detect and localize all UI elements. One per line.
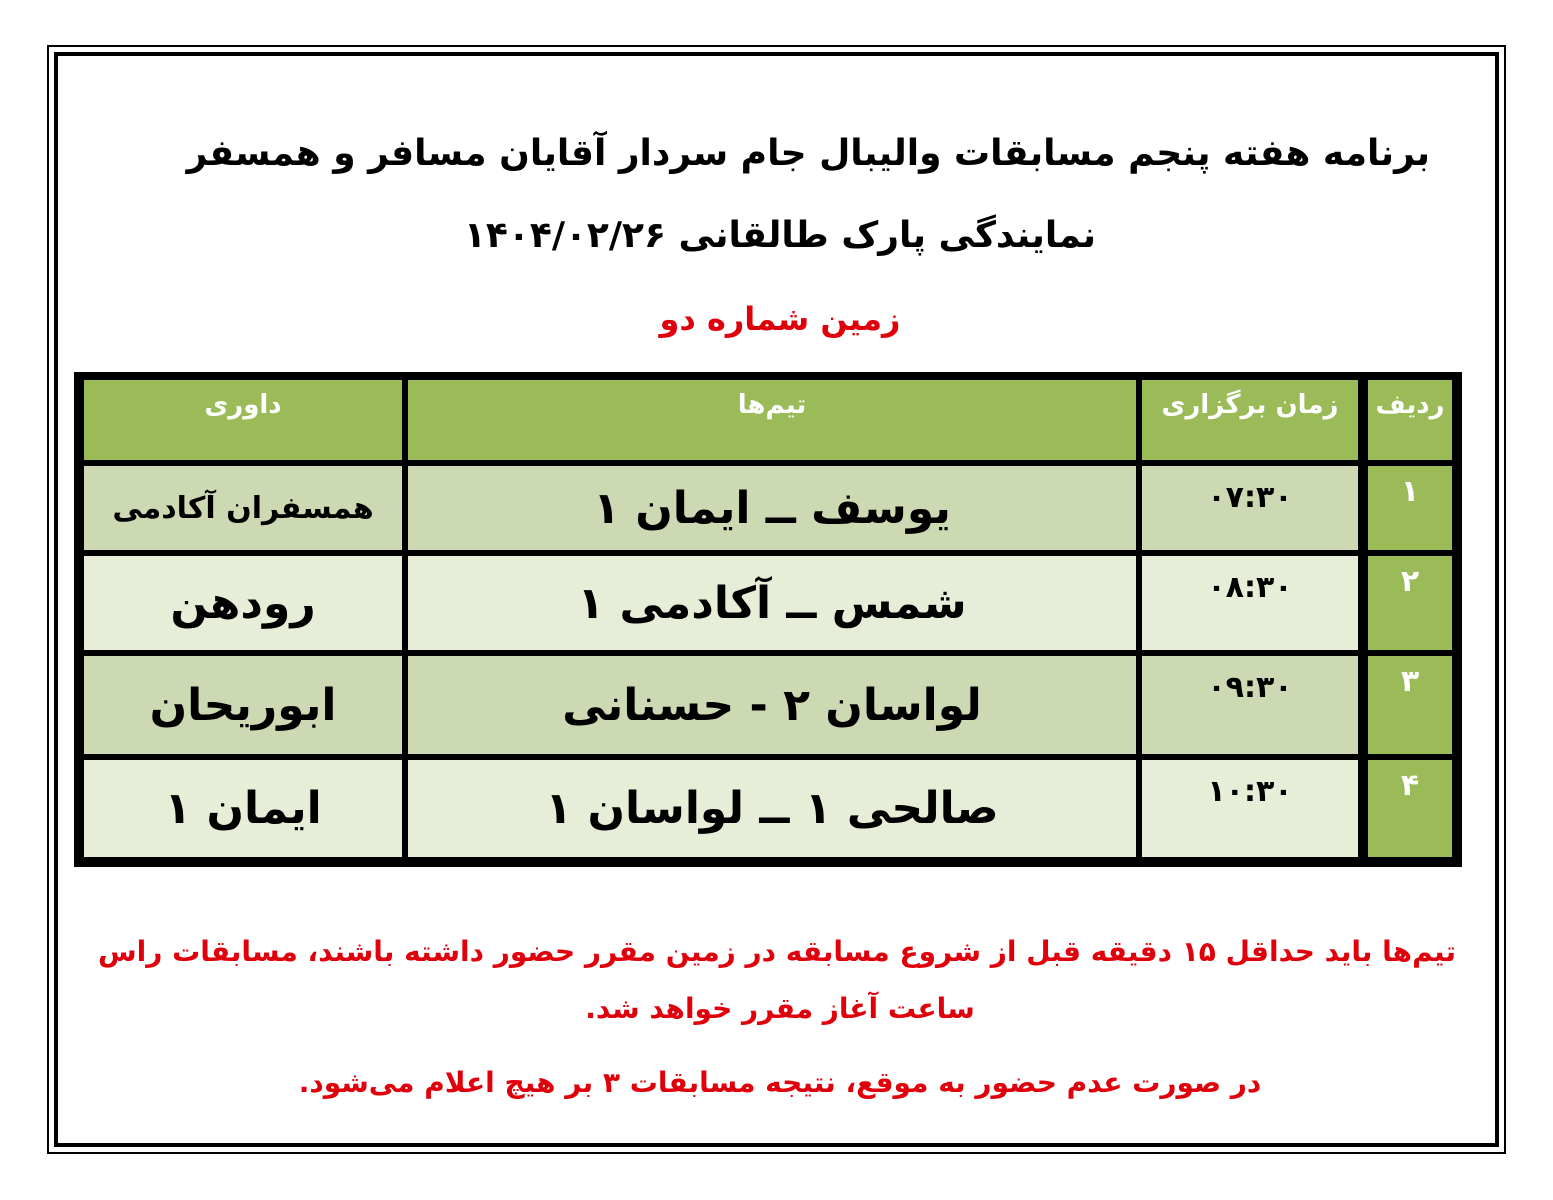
header-teams: تیم‌ها — [408, 380, 1136, 460]
row-referee: همسفران آکادمی — [84, 466, 402, 550]
row-time: ۱۰:۳۰ — [1142, 760, 1358, 857]
row-referee: ایمان ۱ — [84, 760, 402, 857]
row-teams: یوسف ــ ایمان ۱ — [408, 466, 1136, 550]
row-time: ۰۸:۳۰ — [1142, 556, 1358, 650]
row-number: ۴ — [1368, 760, 1452, 857]
row-referee: ابوریحان — [84, 656, 402, 754]
field-label: زمین شماره دو — [659, 300, 901, 338]
row-teams: شمس ــ آکادمی ۱ — [408, 556, 1136, 650]
header-time: زمان برگزاری — [1142, 380, 1358, 460]
row-time: ۰۷:۳۰ — [1142, 466, 1358, 550]
row-number: ۱ — [1368, 466, 1452, 550]
row-time: ۰۹:۳۰ — [1142, 656, 1358, 754]
header-referee: داوری — [84, 380, 402, 460]
header-row-number: ردیف — [1368, 380, 1452, 460]
notice-line-2: ساعت آغاز مقرر خواهد شد. — [585, 992, 975, 1025]
row-number: ۲ — [1368, 556, 1452, 650]
page-subtitle-date: نمایندگی پارک طالقانی ۱۴۰۴/۰۲/۲۶ — [463, 215, 1097, 256]
notice-line-1: تیم‌ها باید حداقل ۱۵ دقیقه قبل از شروع مسابقه در زمین مقرر حضور داشته باشند، مسابقات راس — [98, 935, 1456, 968]
notice-line-3: در صورت عدم حضور به موقع، نتیجه مسابقات ۳ بر هیچ اعلام می‌شود. — [298, 1066, 1262, 1099]
schedule-table — [74, 372, 1462, 867]
row-number: ۳ — [1368, 656, 1452, 754]
page-title: برنامه هفته پنجم مسابقات والیبال جام سردار آقایان مسافر و همسفر — [186, 133, 1430, 174]
row-teams: لواسان ۲ - حسنانی — [408, 656, 1136, 754]
row-teams: صالحی ۱ ــ لواسان ۱ — [408, 760, 1136, 857]
row-referee: رودهن — [84, 556, 402, 650]
